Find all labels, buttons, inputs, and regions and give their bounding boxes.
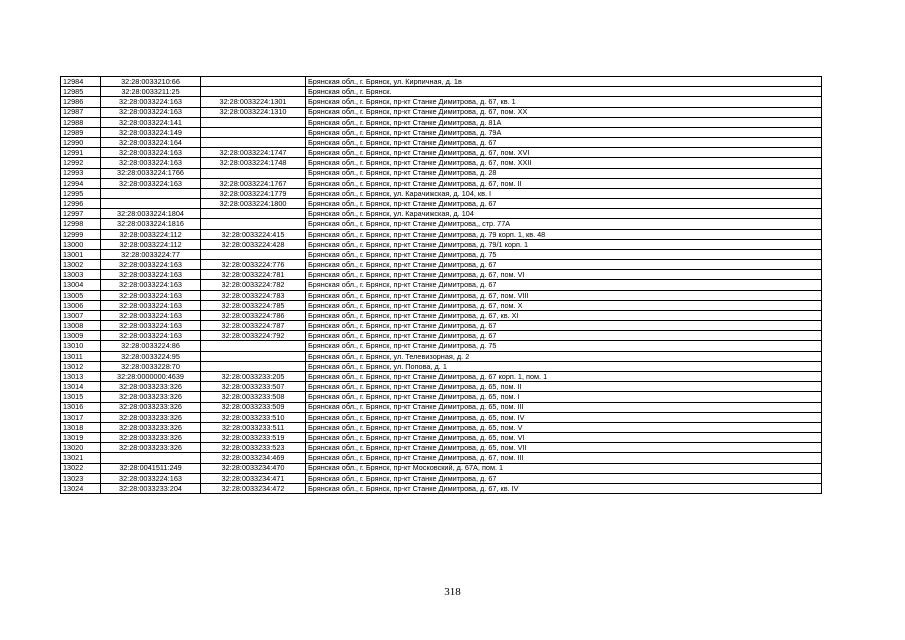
cadastral-number-cell: 32:28:0033224:163 bbox=[101, 270, 201, 280]
table-row bbox=[61, 422, 822, 432]
table-row bbox=[61, 219, 822, 229]
table-row bbox=[61, 168, 822, 178]
cadastral-number-cell: 32:28:0033233:326 bbox=[101, 422, 201, 432]
cadastral-number-cell: 32:28:0033228:70 bbox=[101, 361, 201, 371]
premises-cadastral-number-cell: 32:28:0033224:1800 bbox=[201, 199, 306, 209]
row-number-cell: 12985 bbox=[61, 87, 101, 97]
table-row bbox=[61, 188, 822, 198]
cadastral-number-cell: 32:28:0033233:326 bbox=[101, 402, 201, 412]
table-row bbox=[61, 331, 822, 341]
cadastral-number-cell: 32:28:0033224:163 bbox=[101, 331, 201, 341]
cadastral-number-cell: 32:28:0033224:163 bbox=[101, 321, 201, 331]
premises-cadastral-number-cell bbox=[201, 249, 306, 259]
table-row bbox=[61, 473, 822, 483]
premises-cadastral-number-cell: 32:28:0033224:1310 bbox=[201, 107, 306, 117]
row-number-cell: 12992 bbox=[61, 158, 101, 168]
address-cell: Брянская обл., г. Брянск, пр-кт Станке Димитрова, д. 79/1 корп. 1 bbox=[306, 239, 822, 249]
premises-cadastral-number-cell: 32:28:0033224:783 bbox=[201, 290, 306, 300]
address-cell: Брянская обл., г. Брянск, пр-кт Станке Димитрова, д. 67, пом. X bbox=[306, 300, 822, 310]
premises-cadastral-number-cell: 32:28:0033224:428 bbox=[201, 239, 306, 249]
row-number-cell: 13021 bbox=[61, 453, 101, 463]
premises-cadastral-number-cell: 32:28:0033234:472 bbox=[201, 483, 306, 493]
cadastral-number-cell: 32:28:0033224:163 bbox=[101, 290, 201, 300]
cadastral-number-cell: 32:28:0033224:163 bbox=[101, 300, 201, 310]
table-row bbox=[61, 341, 822, 351]
premises-cadastral-number-cell bbox=[201, 168, 306, 178]
address-cell: Брянская обл., г. Брянск. bbox=[306, 87, 822, 97]
cadastral-number-cell: 32:28:0033224:1766 bbox=[101, 168, 201, 178]
cadastral-number-cell: 32:28:0033224:164 bbox=[101, 138, 201, 148]
cadastral-number-cell: 32:28:0033224:163 bbox=[101, 107, 201, 117]
address-cell: Брянская обл., г. Брянск, пр-кт Станке Димитрова, д. 67 bbox=[306, 280, 822, 290]
premises-cadastral-number-cell: 32:28:0033224:782 bbox=[201, 280, 306, 290]
address-cell: Брянская обл., г. Брянск, пр-кт Станке Димитрова, д. 67, кв. 1 bbox=[306, 97, 822, 107]
premises-cadastral-number-cell bbox=[201, 87, 306, 97]
cadastral-number-cell bbox=[101, 453, 201, 463]
premises-cadastral-number-cell: 32:28:0033234:469 bbox=[201, 453, 306, 463]
address-cell: Брянская обл., г. Брянск, пр-кт Станке Димитрова, д. 67 bbox=[306, 321, 822, 331]
row-number-cell: 13013 bbox=[61, 371, 101, 381]
cadastral-number-cell: 32:28:0033224:112 bbox=[101, 239, 201, 249]
premises-cadastral-number-cell: 32:28:0033234:470 bbox=[201, 463, 306, 473]
premises-cadastral-number-cell bbox=[201, 138, 306, 148]
table-row bbox=[61, 463, 822, 473]
cadastral-number-cell: 32:28:0033210:66 bbox=[101, 77, 201, 87]
table-row bbox=[61, 412, 822, 422]
cadastral-number-cell: 32:28:0033224:95 bbox=[101, 351, 201, 361]
address-cell: Брянская обл., г. Брянск, пр-кт Станке Димитрова, д. 67, пом. XVI bbox=[306, 148, 822, 158]
address-cell: Брянская обл., г. Брянск, пр-кт Станке Димитрова, д. 79 корп. 1, кв. 48 bbox=[306, 229, 822, 239]
address-cell: Брянская обл., г. Брянск, пр-кт Станке Димитрова, д. 67, пом. VI bbox=[306, 270, 822, 280]
table-row bbox=[61, 138, 822, 148]
address-cell: Брянская обл., г. Брянск, пр-кт Станке Димитрова, д. 28 bbox=[306, 168, 822, 178]
row-number-cell: 13020 bbox=[61, 443, 101, 453]
table-row bbox=[61, 127, 822, 137]
register-table-body bbox=[61, 77, 822, 494]
premises-cadastral-number-cell: 32:28:0033224:786 bbox=[201, 310, 306, 320]
premises-cadastral-number-cell: 32:28:0033224:415 bbox=[201, 229, 306, 239]
cadastral-number-cell: 32:28:0033224:163 bbox=[101, 178, 201, 188]
premises-cadastral-number-cell: 32:28:0033224:1767 bbox=[201, 178, 306, 188]
table-row bbox=[61, 249, 822, 259]
address-cell: Брянская обл., г. Брянск, пр-кт Станке Димитрова, д. 67, пом. VIII bbox=[306, 290, 822, 300]
table-row bbox=[61, 178, 822, 188]
cadastral-number-cell: 32:28:0033224:1816 bbox=[101, 219, 201, 229]
row-number-cell: 12999 bbox=[61, 229, 101, 239]
table-row bbox=[61, 443, 822, 453]
table-row bbox=[61, 321, 822, 331]
row-number-cell: 13024 bbox=[61, 483, 101, 493]
address-cell: Брянская обл., г. Брянск, ул. Карачижская, д. 104 bbox=[306, 209, 822, 219]
row-number-cell: 13010 bbox=[61, 341, 101, 351]
cadastral-number-cell: 32:28:0033224:112 bbox=[101, 229, 201, 239]
row-number-cell: 12994 bbox=[61, 178, 101, 188]
address-cell: Брянская обл., г. Брянск, пр-кт Станке Димитрова, д. 65, пом. VII bbox=[306, 443, 822, 453]
row-number-cell: 13016 bbox=[61, 402, 101, 412]
premises-cadastral-number-cell: 32:28:0033233:509 bbox=[201, 402, 306, 412]
premises-cadastral-number-cell bbox=[201, 117, 306, 127]
table-row bbox=[61, 209, 822, 219]
row-number-cell: 13000 bbox=[61, 239, 101, 249]
address-cell: Брянская обл., г. Брянск, пр-кт Станке Димитрова, д. 67 корп. 1, пом. 1 bbox=[306, 371, 822, 381]
address-cell: Брянская обл., г. Брянск, пр-кт Станке Димитрова, д. 75 bbox=[306, 341, 822, 351]
row-number-cell: 12998 bbox=[61, 219, 101, 229]
table-row bbox=[61, 239, 822, 249]
cadastral-number-cell: 32:28:0033224:163 bbox=[101, 310, 201, 320]
address-cell: Брянская обл., г. Брянск, пр-кт Станке Димитрова, д. 67, пом. II bbox=[306, 178, 822, 188]
page-number: 318 bbox=[444, 586, 461, 598]
address-cell: Брянская обл., г. Брянск, пр-кт Станке Димитрова, д. 67 bbox=[306, 138, 822, 148]
premises-cadastral-number-cell: 32:28:0033233:507 bbox=[201, 382, 306, 392]
premises-cadastral-number-cell bbox=[201, 341, 306, 351]
address-cell: Брянская обл., г. Брянск, пр-кт Станке Димитрова, д. 67, кв. XI bbox=[306, 310, 822, 320]
row-number-cell: 12988 bbox=[61, 117, 101, 127]
address-cell: Брянская обл., г. Брянск, пр-кт Станке Димитрова, д. 81А bbox=[306, 117, 822, 127]
premises-cadastral-number-cell bbox=[201, 351, 306, 361]
address-cell: Брянская обл., г. Брянск, ул. Кирпичная, д. 1в bbox=[306, 77, 822, 87]
table-row bbox=[61, 280, 822, 290]
table-row bbox=[61, 361, 822, 371]
table-row bbox=[61, 310, 822, 320]
cadastral-number-cell: 32:28:0033211:25 bbox=[101, 87, 201, 97]
table-row bbox=[61, 87, 822, 97]
cadastral-number-cell: 32:28:0033224:86 bbox=[101, 341, 201, 351]
cadastral-number-cell: 32:28:0041511:249 bbox=[101, 463, 201, 473]
cadastral-number-cell: 32:28:0033224:77 bbox=[101, 249, 201, 259]
table-row bbox=[61, 158, 822, 168]
row-number-cell: 13006 bbox=[61, 300, 101, 310]
address-cell: Брянская обл., г. Брянск, пр-кт Станке Димитрова, д. 67 bbox=[306, 331, 822, 341]
table-row bbox=[61, 392, 822, 402]
cadastral-number-cell: 32:28:0033224:1804 bbox=[101, 209, 201, 219]
cadastral-number-cell: 32:28:0033224:163 bbox=[101, 260, 201, 270]
cadastral-number-cell: 32:28:0033224:163 bbox=[101, 158, 201, 168]
premises-cadastral-number-cell: 32:28:0033234:471 bbox=[201, 473, 306, 483]
row-number-cell: 13012 bbox=[61, 361, 101, 371]
cadastral-number-cell bbox=[101, 199, 201, 209]
address-cell: Брянская обл., г. Брянск, пр-кт Московский, д. 67А, пом. 1 bbox=[306, 463, 822, 473]
premises-cadastral-number-cell: 32:28:0033233:523 bbox=[201, 443, 306, 453]
table-row bbox=[61, 433, 822, 443]
table-row bbox=[61, 483, 822, 493]
row-number-cell: 12996 bbox=[61, 199, 101, 209]
address-cell: Брянская обл., г. Брянск, пр-кт Станке Димитрова, д. 67 bbox=[306, 473, 822, 483]
register-table bbox=[60, 76, 822, 494]
row-number-cell: 13011 bbox=[61, 351, 101, 361]
table-row bbox=[61, 351, 822, 361]
premises-cadastral-number-cell bbox=[201, 77, 306, 87]
table-row bbox=[61, 77, 822, 87]
table-row bbox=[61, 260, 822, 270]
cadastral-number-cell: 32:28:0033233:204 bbox=[101, 483, 201, 493]
row-number-cell: 13023 bbox=[61, 473, 101, 483]
row-number-cell: 13017 bbox=[61, 412, 101, 422]
address-cell: Брянская обл., г. Брянск, пр-кт Станке Димитрова, д. 67, пом. III bbox=[306, 453, 822, 463]
cadastral-number-cell: 32:28:0033233:326 bbox=[101, 382, 201, 392]
premises-cadastral-number-cell bbox=[201, 219, 306, 229]
cadastral-number-cell: 32:28:0033224:163 bbox=[101, 473, 201, 483]
premises-cadastral-number-cell bbox=[201, 127, 306, 137]
row-number-cell: 13001 bbox=[61, 249, 101, 259]
cadastral-number-cell: 32:28:0033224:149 bbox=[101, 127, 201, 137]
address-cell: Брянская обл., г. Брянск, пр-кт Станке Димитрова, д. 65, пом. IV bbox=[306, 412, 822, 422]
row-number-cell: 13008 bbox=[61, 321, 101, 331]
premises-cadastral-number-cell: 32:28:0033224:781 bbox=[201, 270, 306, 280]
premises-cadastral-number-cell bbox=[201, 361, 306, 371]
row-number-cell: 13002 bbox=[61, 260, 101, 270]
premises-cadastral-number-cell: 32:28:0033233:519 bbox=[201, 433, 306, 443]
address-cell: Брянская обл., г. Брянск, пр-кт Станке Димитрова, д. 67, пом. XX bbox=[306, 107, 822, 117]
table-row bbox=[61, 382, 822, 392]
address-cell: Брянская обл., г. Брянск, пр-кт Станке Димитрова, д. 65, пом. VI bbox=[306, 433, 822, 443]
premises-cadastral-number-cell: 32:28:0033224:785 bbox=[201, 300, 306, 310]
address-cell: Брянская обл., г. Брянск, ул. Карачижская, д. 104, кв. I bbox=[306, 188, 822, 198]
row-number-cell: 13009 bbox=[61, 331, 101, 341]
premises-cadastral-number-cell bbox=[201, 209, 306, 219]
premises-cadastral-number-cell: 32:28:0033224:1779 bbox=[201, 188, 306, 198]
premises-cadastral-number-cell: 32:28:0033233:511 bbox=[201, 422, 306, 432]
premises-cadastral-number-cell: 32:28:0033233:510 bbox=[201, 412, 306, 422]
cadastral-number-cell: 32:28:0000000:4639 bbox=[101, 371, 201, 381]
premises-cadastral-number-cell: 32:28:0033224:776 bbox=[201, 260, 306, 270]
row-number-cell: 12986 bbox=[61, 97, 101, 107]
premises-cadastral-number-cell: 32:28:0033233:205 bbox=[201, 371, 306, 381]
address-cell: Брянская обл., г. Брянск, ул. Попова, д. 1 bbox=[306, 361, 822, 371]
cadastral-number-cell: 32:28:0033224:163 bbox=[101, 148, 201, 158]
table-row bbox=[61, 453, 822, 463]
address-cell: Брянская обл., г. Брянск, пр-кт Станке Димитрова, д. 75 bbox=[306, 249, 822, 259]
cadastral-number-cell: 32:28:0033233:326 bbox=[101, 392, 201, 402]
address-cell: Брянская обл., г. Брянск, пр-кт Станке Димитрова, д. 67 bbox=[306, 199, 822, 209]
row-number-cell: 13014 bbox=[61, 382, 101, 392]
address-cell: Брянская обл., г. Брянск, пр-кт Станке Димитрова, д. 67, пом. XXII bbox=[306, 158, 822, 168]
row-number-cell: 12991 bbox=[61, 148, 101, 158]
cadastral-number-cell: 32:28:0033224:141 bbox=[101, 117, 201, 127]
row-number-cell: 12995 bbox=[61, 188, 101, 198]
premises-cadastral-number-cell: 32:28:0033233:508 bbox=[201, 392, 306, 402]
row-number-cell: 12997 bbox=[61, 209, 101, 219]
row-number-cell: 13004 bbox=[61, 280, 101, 290]
row-number-cell: 13003 bbox=[61, 270, 101, 280]
row-number-cell: 12987 bbox=[61, 107, 101, 117]
table-row bbox=[61, 229, 822, 239]
address-cell: Брянская обл., г. Брянск, пр-кт Станке Димитрова, д. 79А bbox=[306, 127, 822, 137]
address-cell: Брянская обл., г. Брянск, пр-кт Станке Димитрова, д. 67 bbox=[306, 260, 822, 270]
address-cell: Брянская обл., г. Брянск, пр-кт Станке Димитрова, д. 65, пом. II bbox=[306, 382, 822, 392]
row-number-cell: 13019 bbox=[61, 433, 101, 443]
address-cell: Брянская обл., г. Брянск, пр-кт Станке Димитрова, д. 65, пом. III bbox=[306, 402, 822, 412]
row-number-cell: 13005 bbox=[61, 290, 101, 300]
address-cell: Брянская обл., г. Брянск, пр-кт Станке Димитрова, д. 65, пом. V bbox=[306, 422, 822, 432]
address-cell: Брянская обл., г. Брянск, пр-кт Станке Димитрова, д. 65, пом. I bbox=[306, 392, 822, 402]
table-row bbox=[61, 107, 822, 117]
table-row bbox=[61, 402, 822, 412]
row-number-cell: 13022 bbox=[61, 463, 101, 473]
cadastral-number-cell: 32:28:0033224:163 bbox=[101, 280, 201, 290]
row-number-cell: 12984 bbox=[61, 77, 101, 87]
premises-cadastral-number-cell: 32:28:0033224:1747 bbox=[201, 148, 306, 158]
table-row bbox=[61, 97, 822, 107]
table-row bbox=[61, 270, 822, 280]
premises-cadastral-number-cell: 32:28:0033224:1748 bbox=[201, 158, 306, 168]
row-number-cell: 12993 bbox=[61, 168, 101, 178]
cadastral-number-cell: 32:28:0033233:326 bbox=[101, 412, 201, 422]
table-row bbox=[61, 371, 822, 381]
cadastral-number-cell: 32:28:0033224:163 bbox=[101, 97, 201, 107]
premises-cadastral-number-cell: 32:28:0033224:792 bbox=[201, 331, 306, 341]
address-cell: Брянская обл., г. Брянск, ул. Телевизорная, д. 2 bbox=[306, 351, 822, 361]
table-row bbox=[61, 148, 822, 158]
premises-cadastral-number-cell: 32:28:0033224:787 bbox=[201, 321, 306, 331]
row-number-cell: 13015 bbox=[61, 392, 101, 402]
table-row bbox=[61, 300, 822, 310]
row-number-cell: 13007 bbox=[61, 310, 101, 320]
cadastral-number-cell: 32:28:0033233:326 bbox=[101, 443, 201, 453]
table-row bbox=[61, 117, 822, 127]
cadastral-number-cell: 32:28:0033233:326 bbox=[101, 433, 201, 443]
row-number-cell: 13018 bbox=[61, 422, 101, 432]
table-row bbox=[61, 290, 822, 300]
table-row bbox=[61, 199, 822, 209]
address-cell: Брянская обл., г. Брянск, пр-кт Станке Димитрова,, стр. 77А bbox=[306, 219, 822, 229]
cadastral-number-cell bbox=[101, 188, 201, 198]
row-number-cell: 12990 bbox=[61, 138, 101, 148]
address-cell: Брянская обл., г. Брянск, пр-кт Станке Димитрова, д. 67, кв. IV bbox=[306, 483, 822, 493]
premises-cadastral-number-cell: 32:28:0033224:1301 bbox=[201, 97, 306, 107]
row-number-cell: 12989 bbox=[61, 127, 101, 137]
